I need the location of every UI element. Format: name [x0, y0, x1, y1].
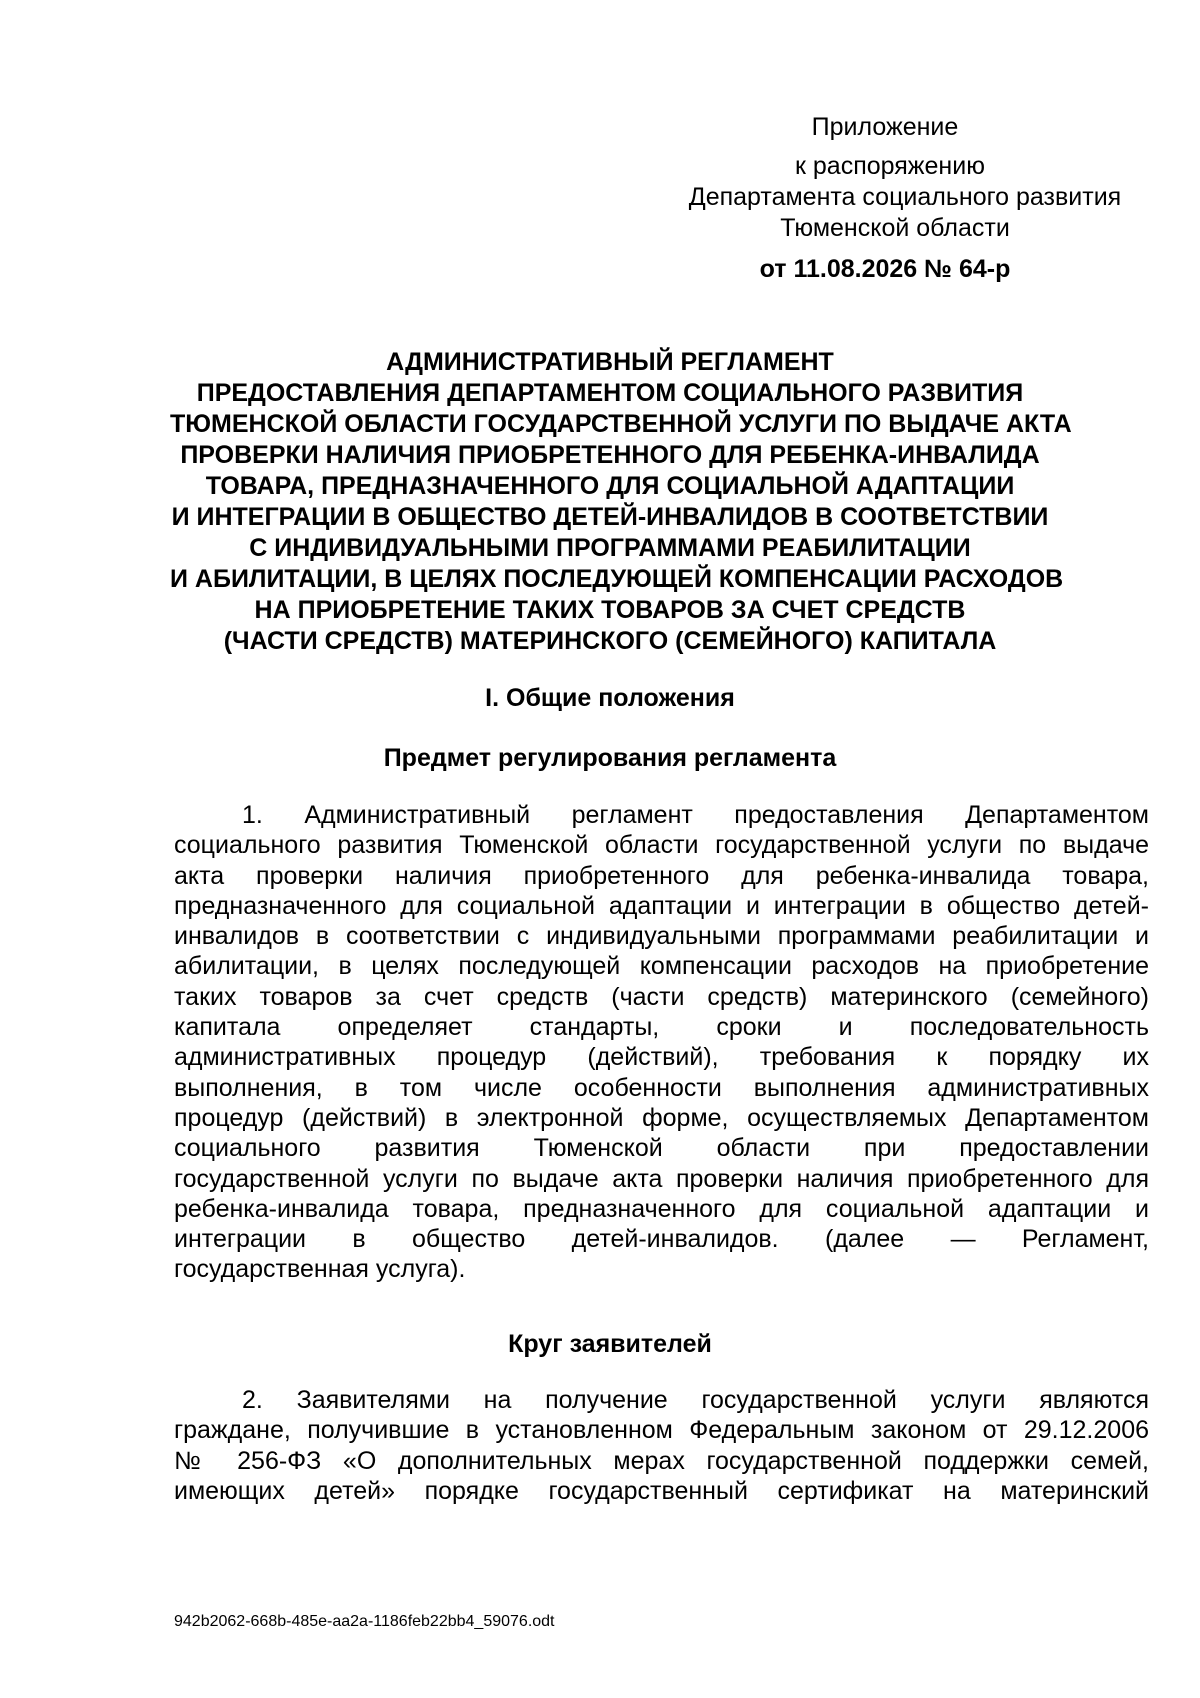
- paragraph-1: [174, 800, 1149, 1285]
- paragraph-line: таких товаров за счет средств (части средств) материнского (семейного): [174, 982, 1149, 1011]
- paragraph-line: инвалидов в соответствии с индивидуальными программами реабилитации и: [174, 922, 1149, 951]
- paragraph-line: 2. Заявителями на получение государственной услуги являются: [242, 1386, 1149, 1414]
- paragraph-line: граждане, получившие в установленном Федеральным законом от 29.12.2006: [174, 1416, 1149, 1445]
- title-line: ТОВАРА, ПРЕДНАЗНАЧЕННОГО ДЛЯ СОЦИАЛЬНОЙ АДАПТАЦИИ: [205, 472, 1015, 500]
- paragraph-line: интеграции в общество детей-инвалидов. (далее — Регламент,: [174, 1225, 1149, 1254]
- paragraph-line: имеющих детей» порядке государственный сертификат на материнский: [174, 1476, 1149, 1505]
- title-line: (ЧАСТИ СРЕДСТВ) МАТЕРИНСКОГО (СЕМЕЙНОГО) КАПИТАЛА: [223, 627, 997, 655]
- title-line: И ИНТЕГРАЦИИ В ОБЩЕСТВО ДЕТЕЙ-ИНВАЛИДОВ В СООТВЕТСТВИИ: [171, 503, 1049, 531]
- paragraph-line: процедур (действий) в электронной форме, осуществляемых Департаментом: [174, 1103, 1149, 1132]
- order-date-number: от 11.08.2026 № 64-р: [759, 255, 1011, 283]
- title-line: ПРЕДОСТАВЛЕНИЯ ДЕПАРТАМЕНТОМ СОЦИАЛЬНОГО РАЗВИТИЯ: [196, 379, 1024, 407]
- paragraph-line: государственная услуга).: [174, 1255, 466, 1284]
- paragraph-line: выполнения, в том числе особенности выполнения административных: [174, 1073, 1149, 1102]
- paragraph-line: акта проверки наличия приобретенного для ребенка-инвалида товара,: [174, 861, 1149, 890]
- title-line: НА ПРИОБРЕТЕНИЕ ТАКИХ ТОВАРОВ ЗА СЧЕТ СРЕДСТВ: [254, 596, 966, 624]
- paragraph-line: административных процедур (действий), требования к порядку их: [174, 1043, 1149, 1072]
- section-heading-general: I. Общие положения: [485, 684, 735, 712]
- paragraph-line: капитала определяет стандарты, сроки и последовательность: [174, 1013, 1149, 1042]
- approval-block: [660, 112, 1150, 285]
- paragraph-line: ребенка-инвалида товара, предназначенного для социальной адаптации и: [174, 1194, 1149, 1223]
- paragraph-line: 1. Административный регламент предоставления Департаментом: [242, 801, 1149, 829]
- paragraph-line: предназначенного для социальной адаптации и интеграции в общество детей-: [174, 891, 1149, 920]
- title-line: С ИНДИВИДУАЛЬНЫМИ ПРОГРАММАМИ РЕАБИЛИТАЦИИ: [249, 534, 971, 562]
- paragraph-line: социального развития Тюменской области при предоставлении: [174, 1134, 1149, 1163]
- title-line: И АБИЛИТАЦИИ, В ЦЕЛЯХ ПОСЛЕДУЮЩЕЙ КОМПЕНСАЦИИ РАСХОДОВ: [170, 565, 1064, 593]
- to-order-label: к распоряжению: [795, 152, 985, 180]
- footer-filename: 942b2062-668b-485e-aa2a-1186feb22bb4_59076.odt: [174, 1613, 555, 1630]
- paragraph-line: абилитации, в целях последующей компенсации расходов на приобретение: [174, 952, 1149, 981]
- department-label: Департамента социального развития: [688, 183, 1122, 211]
- paragraph-line: № 256-ФЗ «О дополнительных мерах государственной поддержки семей,: [174, 1446, 1149, 1475]
- section-heading-applicants: Круг заявителей: [508, 1330, 712, 1358]
- title-line: ТЮМЕНСКОЙ ОБЛАСТИ ГОСУДАРСТВЕННОЙ УСЛУГИ ПО ВЫДАЧЕ АКТА: [170, 410, 1072, 438]
- region-label: Тюменской области: [780, 214, 1010, 242]
- paragraph-line: социального развития Тюменской области государственной услуги по выдаче: [174, 831, 1149, 860]
- section-heading-subject: Предмет регулирования регламента: [383, 744, 837, 772]
- paragraph-line: государственной услуги по выдаче акта проверки наличия приобретенного для: [174, 1164, 1149, 1193]
- title-line: ПРОВЕРКИ НАЛИЧИЯ ПРИОБРЕТЕННОГО ДЛЯ РЕБЕНКА-ИНВАЛИДА: [180, 441, 1040, 469]
- title-line: АДМИНИСТРАТИВНЫЙ РЕГЛАМЕНТ: [386, 348, 834, 376]
- document-title: [170, 347, 1072, 657]
- paragraph-2: [174, 1385, 1149, 1506]
- appendix-label: Приложение: [811, 113, 959, 141]
